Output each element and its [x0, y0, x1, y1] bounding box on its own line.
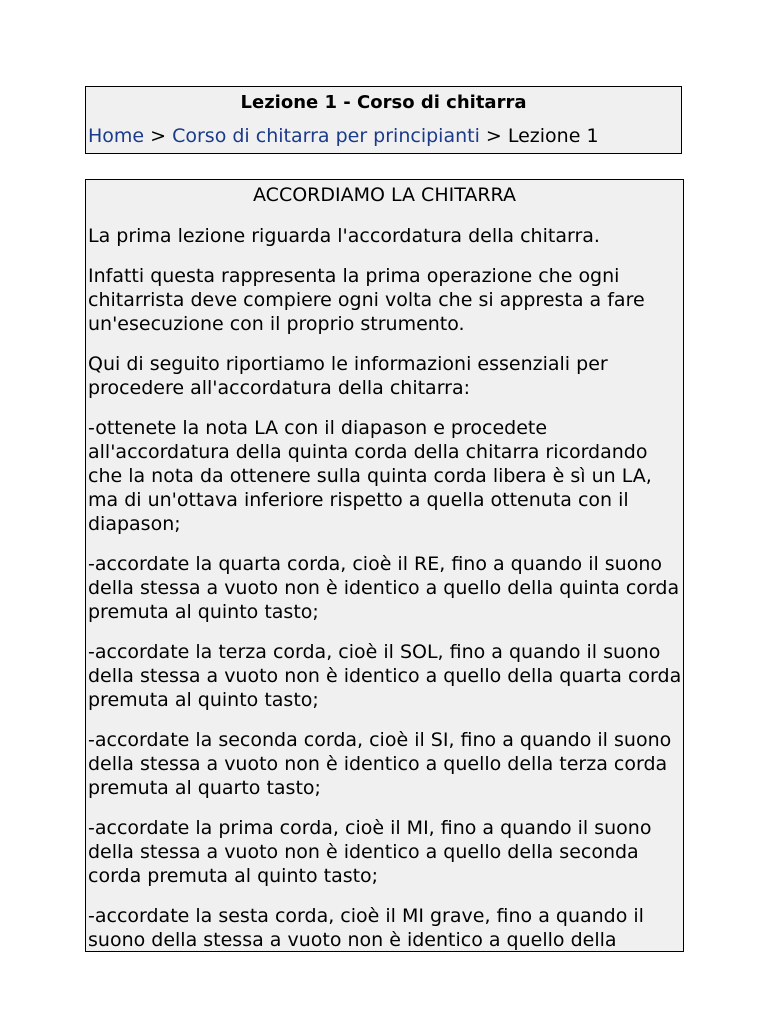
step-fourth-string: -accordate la quarta corda, cioè il RE, fino a quando il suono della stessa a vuoto non è identico a quello della quinta corda premuta al quinto tasto;	[88, 553, 680, 623]
breadcrumb	[86, 125, 681, 147]
step-third-string: -accordate la terza corda, cioè il SOL, fino a quando il suono della stessa a vuoto non è identico a quello della quarta corda premuta al quinto tasto;	[88, 641, 682, 711]
lesson-content	[85, 179, 684, 952]
step-second-string: -accordate la seconda corda, cioè il SI, fino a quando il suono della stessa a vuoto non è identico a quello della terza corda premuta al quarto tasto;	[88, 729, 672, 799]
breadcrumb-separator: >	[144, 125, 173, 147]
breadcrumb-home-link[interactable]: Home	[88, 125, 145, 147]
step-first-string: -accordate la prima corda, cioè il MI, fino a quando il suono della stessa a vuoto non è identico a quello della seconda corda premuta al quinto tasto;	[88, 817, 652, 887]
paragraph-info: Qui di seguito riportiamo le informazioni essenziali per procedere all'accordatura della chitarra:	[88, 353, 608, 399]
paragraph-intro: La prima lezione riguarda l'accordatura della chitarra.	[88, 225, 600, 247]
breadcrumb-course-link[interactable]: Corso di chitarra per principianti	[172, 125, 480, 147]
section-heading: ACCORDIAMO LA CHITARRA	[253, 184, 516, 206]
lesson-header	[85, 86, 682, 154]
breadcrumb-current: Lezione 1	[507, 125, 599, 147]
step-sixth-string: -accordate la sesta corda, cioè il MI grave, fino a quando il suono della stessa a vuoto non è identico a quello della	[88, 905, 644, 951]
page-title: Lezione 1 - Corso di chitarra	[240, 92, 527, 113]
paragraph-purpose: Infatti questa rappresenta la prima operazione che ogni chitarrista deve compiere ogni volta che si appresta a fare un'esecuzione con il proprio strumento.	[88, 265, 645, 335]
step-fifth-string: -ottenete la nota LA con il diapason e procedete all'accordatura della quinta corda della chitarra ricordando che la nota da ottenere sulla quinta corda libera è sì un LA, ma di un'ottava inferiore rispetto a quella ottenuta con il diapason;	[88, 417, 652, 535]
breadcrumb-separator: >	[479, 125, 508, 147]
